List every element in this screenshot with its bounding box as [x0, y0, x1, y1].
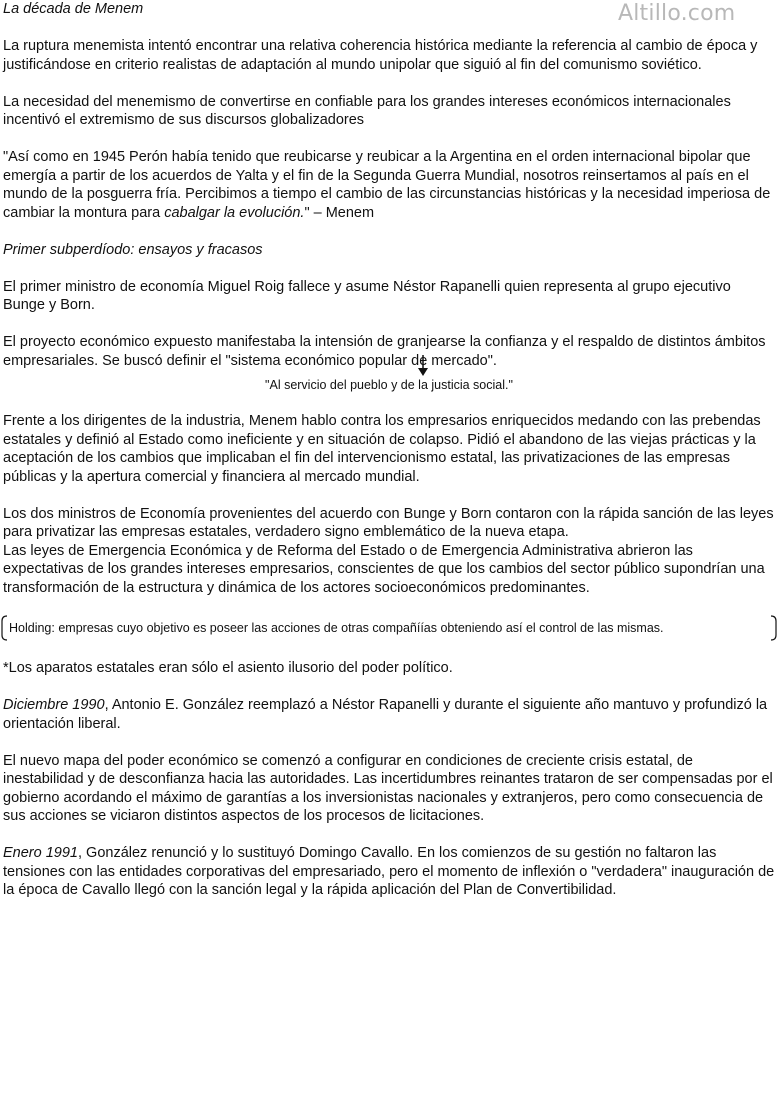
- paragraph-roig: El primer ministro de economía Miguel Roig fallece y asume Néstor Rapanelli quien representa al grupo ejecutivo Bunge y Born.: [3, 278, 731, 313]
- quote-text: "Así como en 1945 Perón había tenido que reubicarse y reubicar a la Argentina en el orden internacional bipolar que emergía a partir de los acuerdos de Yalta y el fin de la Segunda Guerra Mundial, nosotros reinsertamos al país en el mundo de la posguerra fría. Percibimos a tiempo el cambio de las circunstancias históricas y la necesidad imperiosa de cambiar la montura para: [3, 149, 771, 221]
- down-arrow-icon: [416, 355, 430, 377]
- quote-menem: [3, 148, 775, 222]
- paragraph-necesidad: La necesidad del menemismo de convertirse en confiable para los grandes intereses económicos internacionales incentivó el extremismo de sus discursos globalizadores: [3, 93, 731, 128]
- paragraph-nuevo-mapa: El nuevo mapa del poder económico se comenzó a configurar en condiciones de creciente crisis estatal, de inestabilidad y de desconfianza hacia las autoridades. Las incertidumbres reinantes trataron de ser compensadas por el gobierno acordando el máximo de garantías a los inversionistas nacionales y extranjeros, pero como consecuencia de sus acciones se viciaron distintos aspectos de los procesos de licitaciones.: [3, 752, 773, 824]
- right-bracket-icon: [770, 615, 778, 641]
- slogan-quote: [3, 376, 775, 394]
- paragraph-ruptura: La ruptura menemista intentó encontrar una relativa coherencia histórica mediante la referencia al cambio de época y justificándose en criterio realistas de adaptación al mundo unipolar que siguió al fin del comunismo soviético.: [3, 38, 758, 73]
- date-dic-1990: Diciembre 1990: [3, 697, 105, 713]
- paragraph-leyes: Las leyes de Emergencia Económica y de Reforma del Estado o de Emergencia Administrativa abrieron las expectativas de los grandes intereses empresarios, conscientes de que los cambios del sector público supondrían una transformación de la estructura y dinámica de los actores socioeconómicos predominantes.: [3, 542, 765, 596]
- slogan-text: "Al servicio del pueblo y de la justicia social.": [265, 378, 513, 392]
- gonzalez-text: , Antonio E. González reemplazó a Néstor Rapanelli y durante el siguiente año mantuvo y profundizó la orientación liberal.: [3, 697, 768, 732]
- paragraph-aparatos: *Los aparatos estatales eran sólo el asiento ilusorio del poder político.: [3, 660, 453, 676]
- watermark-logo: Altillo.com: [618, 1, 736, 26]
- document-title: La década de Menem: [3, 1, 144, 17]
- paragraph-gonzalez: [3, 696, 775, 733]
- section-subtitle: Primer subperdíodo: ensayos y fracasos: [3, 241, 263, 258]
- cavallo-text: , González renunció y lo sustituyó Domingo Cavallo. En los comienzos de su gestión no faltaron las tensiones con las entidades corporativas del empresariado, pero el momento de inflexión o "verdadera" inauguración de la época de Cavallo llegó con la sanción legal y la rápida aplicación del Plan de Convertibilidad.: [3, 845, 775, 898]
- holding-text: Holding: empresas cuyo objetivo es poseer las acciones de otras compañíías obteniendo así el control de las mismas.: [9, 621, 664, 635]
- holding-definition: [3, 615, 775, 641]
- document-body: [3, 0, 775, 900]
- date-ene-1991: Enero 1991: [3, 845, 78, 861]
- paragraph-proyecto: El proyecto económico expuesto manifestaba la intensión de granjearse la confianza y el respaldo de distintos ámbitos empresariales. Se buscó definir el "sistema económico popular de mercado".: [3, 334, 766, 369]
- quote-attribution: " – Menem: [304, 204, 375, 221]
- quote-italic: cabalgar la evolución.: [164, 204, 305, 221]
- paragraph-ministros: Los dos ministros de Economía provenientes del acuerdo con Bunge y Born contaron con la rápida sanción de las leyes para privatizar las empresas estatales, verdadero signo emblemático de la nueva etapa.: [3, 505, 774, 540]
- paragraph-dirigentes: Frente a los dirigentes de la industria, Menem hablo contra los empresarios enriquecidos medando con las prebendas estatales y definió al Estado como ineficiente y en situación de colapso. Pidió el abandono de las viejas prácticas y la aceptación de los cambios que implicaban el fin del intervencionismo estatal, las privatizaciones de las empresas públicas y la apertura comercial y financiera al mercado mundial.: [3, 413, 761, 485]
- left-bracket-icon: [0, 615, 8, 641]
- paragraph-cavallo: [3, 844, 775, 900]
